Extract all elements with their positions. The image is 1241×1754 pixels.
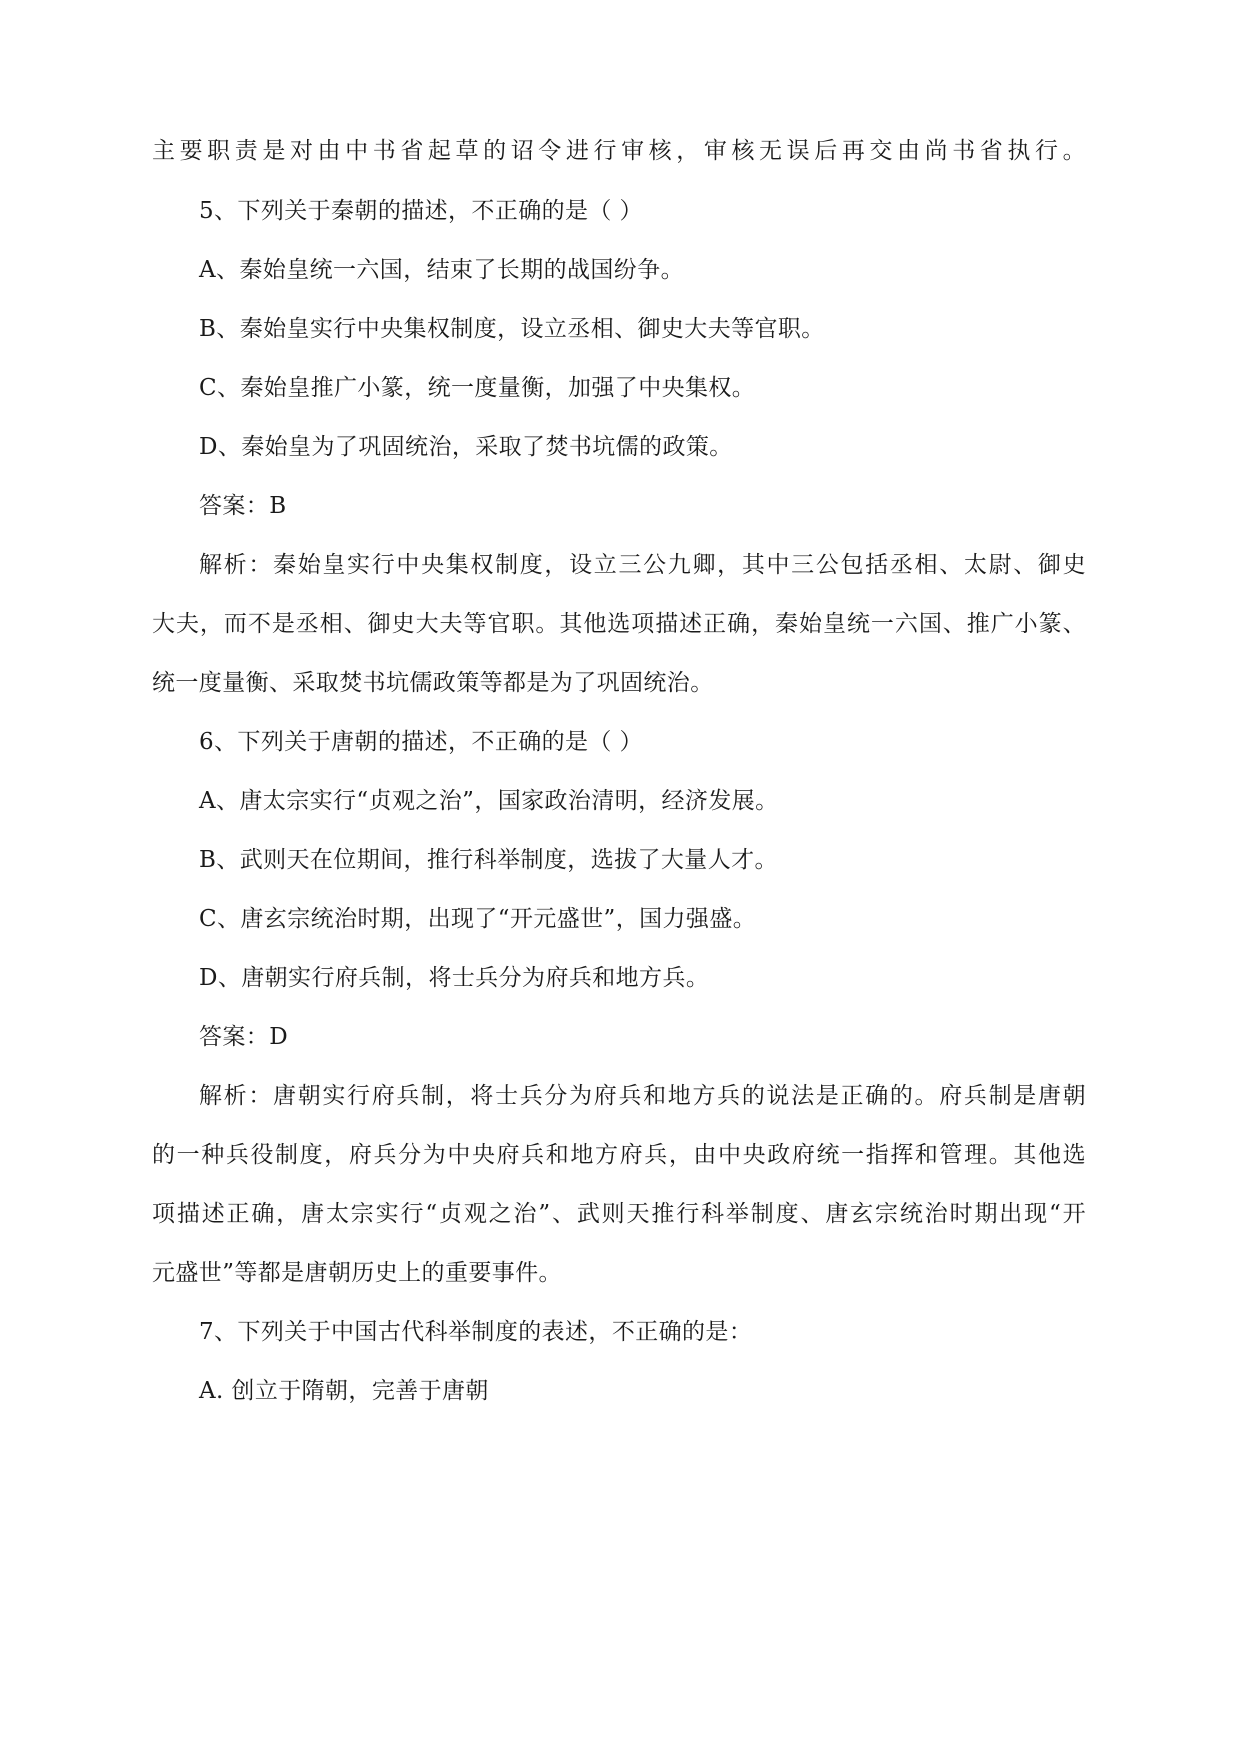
question-5: 5、下列关于秦朝的描述，不正确的是（ ）: [199, 198, 643, 224]
question-6-explanation-line: 项描述正确，唐太宗实行“贞观之治”、武则天推行科举制度、唐玄宗统治时期出现“开: [152, 1201, 1086, 1227]
question-6-option-c: C、唐玄宗统治时期，出现了“开元盛世”，国力强盛。: [199, 906, 757, 932]
question-7: 7、下列关于中国古代科举制度的表述，不正确的是：: [199, 1319, 753, 1345]
question-5-explanation-line: 大夫，而不是丞相、御史大夫等官职。其他选项描述正确，秦始皇统一六国、推广小篆、: [152, 611, 1086, 637]
question-5-explanation-line: 解析：秦始皇实行中央集权制度，设立三公九卿，其中三公包括丞相、太尉、御史: [199, 552, 1086, 578]
question-6-explanation-line: 解析：唐朝实行府兵制，将士兵分为府兵和地方兵的说法是正确的。府兵制是唐朝: [199, 1083, 1086, 1109]
question-6-explanation-line: 元盛世”等都是唐朝历史上的重要事件。: [152, 1260, 562, 1286]
question-6-option-b: B、武则天在位期间，推行科举制度，选拔了大量人才。: [199, 847, 778, 873]
question-6-option-d: D、唐朝实行府兵制，将士兵分为府兵和地方兵。: [199, 965, 710, 991]
question-5-option-a: A、秦始皇统一六国，结束了长期的战国纷争。: [199, 257, 685, 283]
question-6-option-a: A、唐太宗实行“贞观之治”，国家政治清明，经济发展。: [199, 788, 779, 814]
question-5-explanation-line: 统一度量衡、采取焚书坑儒政策等都是为了巩固统治。: [152, 670, 714, 696]
question-6: 6、下列关于唐朝的描述，不正确的是（ ）: [199, 729, 643, 755]
question-6-explanation-line: 的一种兵役制度，府兵分为中央府兵和地方府兵，由中央政府统一指挥和管理。其他选: [152, 1142, 1086, 1168]
question-7-option-a: A. 创立于隋朝，完善于唐朝: [199, 1378, 489, 1404]
question-6-answer: 答案：D: [199, 1024, 289, 1050]
question-5-answer: 答案：B: [199, 493, 287, 519]
question-5-option-b: B、秦始皇实行中央集权制度，设立丞相、御史大夫等官职。: [199, 316, 825, 342]
question-5-option-d: D、秦始皇为了巩固统治，采取了焚书坑儒的政策。: [199, 434, 733, 460]
question-5-option-c: C、秦始皇推广小篆，统一度量衡，加强了中央集权。: [199, 375, 756, 401]
paragraph-line: 主要职责是对由中书省起草的诏令进行审核，审核无误后再交由尚书省执行。: [152, 138, 1086, 164]
